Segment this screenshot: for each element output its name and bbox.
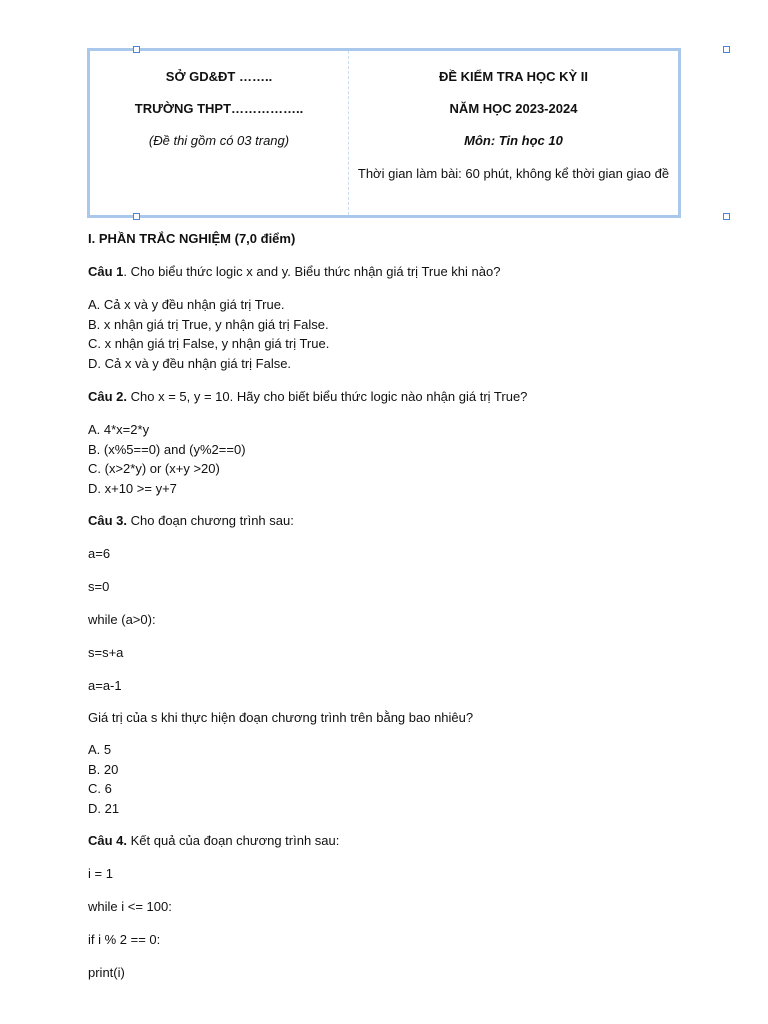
option: C. (x>2*y) or (x+y >20)	[88, 461, 220, 477]
question-text: Cho đoạn chương trình sau:	[127, 513, 294, 528]
exam-header-table[interactable]	[87, 48, 681, 218]
question-1-options	[88, 295, 329, 373]
pages-note: (Đề thi gồm có 03 trang)	[148, 133, 290, 148]
question-text: Kết quả của đoạn chương trình sau:	[127, 833, 340, 848]
exam-duration: Thời gian làm bài: 60 phút, không kể thời gian giao đề	[357, 166, 670, 181]
option: A. Cả x và y đều nhận giá trị True.	[88, 297, 285, 312]
code-line: while (a>0):	[88, 612, 156, 627]
option: D. Cả x và y đều nhận giá trị False.	[88, 355, 292, 371]
option: C. 6	[88, 781, 112, 797]
code-line: while i <= 100:	[88, 899, 172, 914]
header-left-cell	[90, 51, 349, 215]
code-line: a=6	[88, 546, 111, 561]
question-2-options	[88, 420, 246, 498]
table-resize-handle-top-right[interactable]	[723, 46, 730, 53]
question-4	[88, 833, 339, 849]
question-label: Câu 1	[88, 264, 124, 279]
table-resize-handle-top[interactable]	[133, 46, 140, 53]
question-label: Câu 2.	[88, 389, 128, 404]
code-line: s=s+a	[88, 645, 124, 660]
option: B. x nhận giá trị True, y nhận giá trị False.	[88, 316, 329, 332]
question-3-options	[88, 740, 119, 818]
question-text: . Cho biểu thức logic x and y. Biểu thức nhận giá trị True khi nào?	[123, 264, 501, 279]
table-resize-handle-bottom[interactable]	[133, 213, 140, 220]
question-text: Cho x = 5, y = 10. Hãy cho biết biểu thức logic nào nhận giá trị True?	[127, 389, 528, 404]
school-year: NĂM HỌC 2023-2024	[449, 101, 578, 116]
code-line: if i % 2 == 0:	[88, 932, 161, 947]
option: D. 21	[88, 800, 120, 816]
exam-title: ĐỀ KIỂM TRA HỌC KỲ II	[438, 69, 589, 84]
option: A. 4*x=2*y	[88, 422, 150, 437]
question-label: Câu 3.	[88, 513, 128, 528]
question-1	[88, 264, 500, 280]
department-name: SỞ GD&ĐT ……..	[165, 69, 273, 84]
question-3-prompt: Giá trị của s khi thực hiện đoạn chương trình trên bằng bao nhiêu?	[88, 710, 474, 725]
option: B. (x%5==0) and (y%2==0)	[88, 441, 246, 457]
header-right-cell	[349, 51, 678, 215]
section-title: I. PHẦN TRẮC NGHIỆM (7,0 điểm)	[88, 231, 296, 246]
option: A. 5	[88, 742, 112, 757]
option: D. x+10 >= y+7	[88, 480, 177, 496]
option: C. x nhận giá trị False, y nhận giá trị True.	[88, 336, 330, 352]
question-2	[88, 389, 527, 405]
code-line: print(i)	[88, 965, 125, 980]
code-line: i = 1	[88, 866, 113, 881]
question-label: Câu 4.	[88, 833, 128, 848]
code-line: s=0	[88, 579, 110, 594]
option: B. 20	[88, 761, 119, 777]
subject: Môn: Tin học 10	[464, 133, 563, 148]
table-resize-handle-bottom-right[interactable]	[723, 213, 730, 220]
school-name: TRƯỜNG THPT……………..	[134, 101, 304, 116]
code-line: a=a-1	[88, 678, 122, 693]
question-3	[88, 513, 294, 529]
